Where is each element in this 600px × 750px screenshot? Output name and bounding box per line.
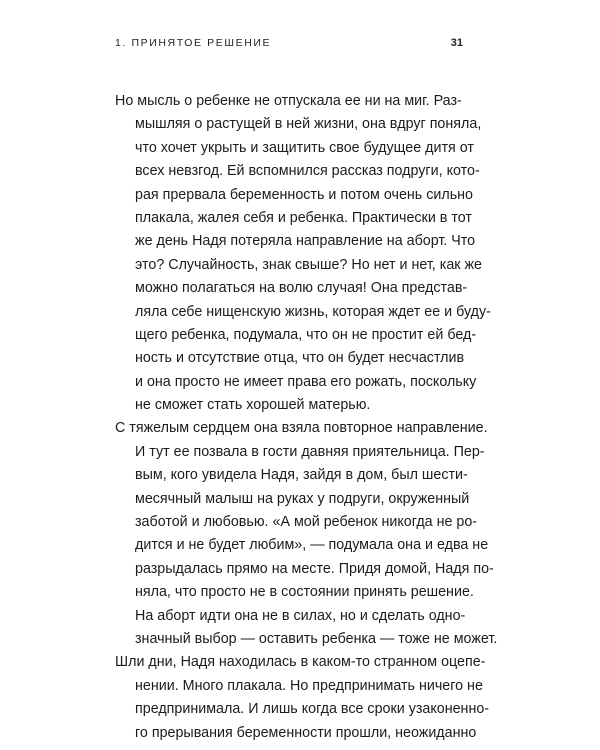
body-text [115, 90, 498, 745]
page-number: 31 [450, 37, 463, 49]
text-line: ляла себе нищенскую жизнь, которая ждет ее и буду- [135, 303, 491, 320]
text-line: ность и отсутствие отца, что он будет несчастлив [135, 350, 465, 367]
text-line: значный выбор — оставить ребенка — тоже не может. [135, 630, 498, 647]
paragraph-1 [115, 90, 491, 417]
running-header [115, 36, 463, 50]
text-line: С тяжелым сердцем она взяла повторное направление. [115, 420, 488, 437]
text-line: дится и не будет любим», — подумала она и едва не [135, 537, 489, 554]
paragraph-3 [115, 651, 490, 745]
text-line: плакала, жалея себя и ребенка. Практически в тот [135, 209, 472, 226]
text-line: и она просто не имеет права его рожать, поскольку [135, 373, 477, 390]
paragraph-2 [115, 417, 498, 651]
text-line: предпринимала. И лишь когда все сроки узаконенно- [135, 701, 490, 718]
text-line: И тут ее позвала в гости давняя приятельница. Пер- [135, 443, 485, 460]
text-line: мышляя о растущей в ней жизни, она вдруг поняла, [135, 116, 482, 133]
text-line: же день Надя потеряла направление на аборт. Что [135, 233, 476, 250]
text-line: рая прервала беременность и потом очень сильно [135, 186, 473, 203]
text-line: няла, что просто не в состоянии принять решение. [135, 584, 474, 601]
text-line: нении. Много плакала. Но предпринимать ничего не [135, 677, 483, 694]
text-line: всех невзгод. Ей вспомнился рассказ подруги, кото- [135, 163, 480, 180]
text-line: вым, кого увидела Надя, зайдя в дом, был шести- [135, 467, 468, 484]
text-line: щего ребенка, подумала, что он не простит ей бед- [135, 326, 477, 343]
text-line: заботой и любовью. «А мой ребенок никогда не ро- [135, 514, 478, 531]
text-line: Но мысль о ребенке не отпускала ее ни на миг. Раз- [115, 93, 462, 109]
text-line: месячный малыш на руках у подруги, окруженный [135, 490, 470, 507]
text-line: Шли дни, Надя находилась в каком-то странном оцепе- [115, 654, 486, 671]
text-line: На аборт идти она не в силах, но и сделать одно- [135, 607, 466, 624]
text-line: можно полагаться на волю случая! Она представ- [135, 280, 468, 297]
text-line: не сможет стать хорошей матерью. [135, 397, 371, 414]
text-line: это? Случайность, знак свыше? Но нет и нет, как же [135, 256, 483, 273]
text-line: что хочет укрыть и защитить свое будущее дитя от [135, 139, 474, 156]
text-line: го прерывания беременности прошли, неожиданно [135, 724, 477, 741]
chapter-title: 1. ПРИНЯТОЕ РЕШЕНИЕ [115, 37, 272, 49]
text-line: разрыдалась прямо на месте. Придя домой, Надя по- [135, 560, 494, 577]
